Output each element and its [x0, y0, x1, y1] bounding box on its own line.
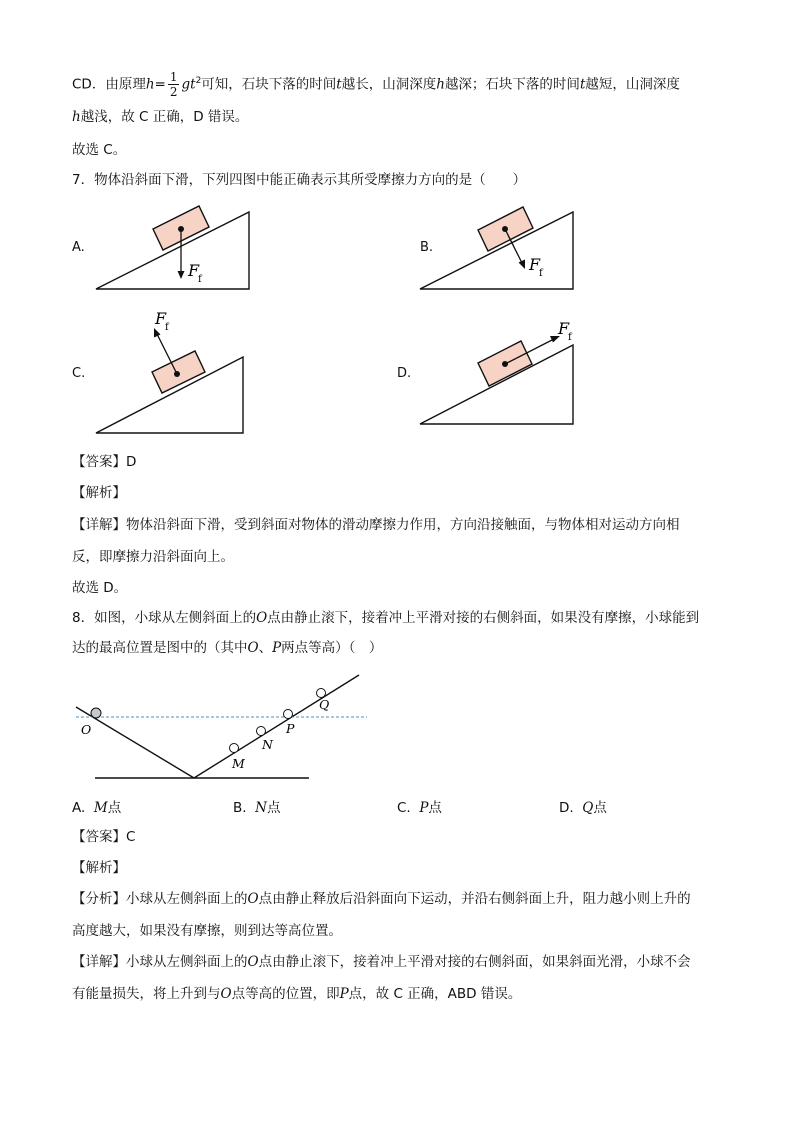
q7-b-arrowhead	[519, 260, 526, 270]
q7-c-force: F	[155, 309, 167, 328]
q7-detail-line2: 反，即摩擦力沿斜面向上。	[72, 549, 234, 565]
q8-ball-o	[91, 708, 101, 718]
cd-explain-line1: CD．由原理h= $\frac{1}{2}$ $gt^2$可知，石块下落的时间t越长，山洞深度h越深；石块下落的时间t越短，山洞深度	[72, 70, 680, 99]
cd-explain-line2: h越浅，故 C 正确，D 错误。	[72, 109, 249, 125]
q8-choice-b: B. N点	[233, 800, 281, 816]
q7-option-b-label: B.	[420, 240, 434, 255]
q8-label-o: O	[81, 722, 92, 737]
q8-detail-line1: 【详解】小球从左侧斜面上的O点由静止滚下，接着冲上平滑对接的右侧斜面，如果斜面光滑，小球不会	[72, 954, 691, 970]
q8-label-m: M	[232, 756, 245, 771]
q7-stem: 7．物体沿斜面下滑，下列四图中能正确表示其所受摩擦力方向的是（ ）	[72, 172, 527, 188]
q8-stem-line2: 达的最高位置是图中的（其中O、P两点等高）（ ）	[72, 640, 383, 656]
q7-d-force-sub: f	[568, 332, 572, 343]
q8-fenxi-line1: 【分析】小球从左侧斜面上的O点由静止释放后沿斜面向下运动，并沿右侧斜面上升，阻力越小则上升的	[72, 891, 691, 907]
q8-ball-n	[257, 727, 266, 736]
q7-c-arrowhead	[154, 328, 161, 338]
cd-conclusion: 故选 C。	[72, 142, 127, 158]
q8-stem-line1: 8．如图，小球从左侧斜面上的O点由静止滚下，接着冲上平滑对接的右侧斜面，如果没有摩擦，小球能到	[72, 610, 700, 626]
q8-label-q: Q	[319, 697, 330, 712]
q7-option-d-label: D.	[397, 366, 412, 381]
q8-fenxi-line2: 高度越大，如果没有摩擦，则到达等高位置。	[72, 923, 342, 939]
q7-analysis-tag: 【解析】	[72, 485, 126, 501]
q7-c-force-sub: f	[165, 322, 169, 333]
q7-option-a-label: A.	[72, 240, 85, 255]
q8-choice-d: D. Q点	[559, 800, 607, 816]
q8-label-p: P	[286, 721, 295, 736]
q7-answer: 【答案】D	[72, 454, 137, 470]
q8-ball-p	[284, 710, 293, 719]
q7-detail-line1: 【详解】物体沿斜面下滑，受到斜面对物体的滑动摩擦力作用，方向沿接触面，与物体相对运动方向相	[72, 517, 680, 533]
q7-option-c-label: C.	[72, 366, 86, 381]
q8-detail-line2: 有能量损失，将上升到与O点等高的位置，即P点，故 C 正确，ABD 错误。	[72, 986, 522, 1002]
q7-a-force: F	[188, 261, 200, 280]
q7-conclusion: 故选 D。	[72, 580, 128, 596]
q7-b-force-sub: f	[539, 268, 543, 279]
q7-a-arrowhead	[178, 271, 185, 279]
fraction-half: $\frac{1}{2}$	[169, 70, 178, 99]
q8-analysis-tag: 【解析】	[72, 860, 126, 876]
q8-answer: 【答案】C	[72, 829, 136, 845]
q7-d-force: F	[558, 319, 570, 338]
q7-b-force: F	[529, 255, 541, 274]
q8-right-incline	[194, 675, 359, 778]
q8-label-n: N	[262, 737, 273, 752]
q8-ball-m	[230, 744, 239, 753]
q7-a-force-sub: f	[198, 274, 202, 285]
q8-choice-a: A. M点	[72, 800, 122, 816]
q8-choice-c: C. P点	[397, 800, 442, 816]
